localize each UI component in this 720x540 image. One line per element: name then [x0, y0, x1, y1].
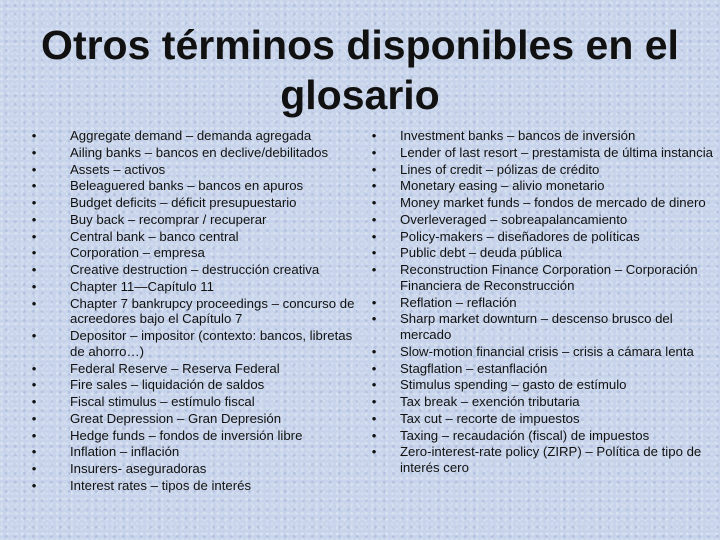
- glossary-item: [30, 296, 360, 327]
- bullet-icon: •: [371, 195, 377, 211]
- bullet-icon: •: [31, 161, 37, 177]
- glossary-item-text: Corporation – empresa: [70, 245, 205, 261]
- bullet-icon: •: [31, 377, 37, 393]
- glossary-item: [30, 461, 360, 477]
- glossary-item-text: Central bank – banco central: [70, 228, 239, 244]
- glossary-list-right: [370, 128, 715, 477]
- glossary-item: [30, 411, 360, 427]
- bullet-icon: •: [31, 360, 37, 376]
- glossary-item: [370, 344, 715, 360]
- bullet-icon: •: [371, 228, 377, 244]
- glossary-item-text: Beleaguered banks – bancos en apuros: [70, 178, 304, 194]
- glossary-item-text: Lines of credit – pólizas de crédito: [400, 161, 600, 177]
- bullet-icon: •: [31, 262, 37, 278]
- bullet-icon: •: [371, 343, 377, 359]
- glossary-item: [370, 361, 715, 377]
- glossary-item-text: Lender of last resort – prestamista de última instancia: [400, 144, 713, 160]
- glossary-item: [30, 162, 360, 178]
- glossary-item-text: Chapter 11—Capítulo 11: [70, 279, 214, 295]
- glossary-item-text: Hedge funds – fondos de inversión libre: [70, 427, 303, 443]
- bullet-icon: •: [31, 178, 37, 194]
- bullet-icon: •: [371, 161, 377, 177]
- bullet-icon: •: [31, 295, 37, 311]
- bullet-icon: •: [31, 461, 37, 477]
- glossary-item-text: Public debt – deuda pública: [400, 245, 563, 261]
- glossary-item-text: Reflation – reflación: [400, 294, 517, 310]
- glossary-item: [370, 178, 715, 194]
- bullet-icon: •: [371, 128, 377, 143]
- glossary-item-text: Creative destruction – destrucción creativa: [70, 262, 320, 278]
- glossary-item: [370, 195, 715, 211]
- bullet-icon: •: [31, 228, 37, 244]
- glossary-item: [370, 162, 715, 178]
- glossary-item: [30, 245, 360, 261]
- glossary-item-text: Budget deficits – déficit presupuestario: [70, 195, 297, 211]
- slide-title: Otros términos disponibles en el glosario: [41, 22, 679, 118]
- glossary-item-text: Aggregate demand – demanda agregada: [70, 128, 312, 143]
- glossary-item: [370, 411, 715, 427]
- glossary-item: [370, 444, 715, 475]
- bullet-icon: •: [31, 195, 37, 211]
- bullet-icon: •: [371, 427, 377, 443]
- glossary-list-left: [30, 128, 360, 495]
- glossary-item: [30, 279, 360, 295]
- glossary-item-text: Inflation – inflación: [70, 444, 180, 460]
- glossary-item: [370, 145, 715, 161]
- bullet-icon: •: [31, 144, 37, 160]
- glossary-item-text: Chapter 7 bankrupcy proceedings – concurso de acreedores bajo el Capítulo 7: [70, 295, 355, 327]
- bullet-icon: •: [371, 410, 377, 426]
- glossary-item: [30, 394, 360, 410]
- bullet-icon: •: [31, 245, 37, 261]
- glossary-item-text: Interest rates – tipos de interés: [70, 478, 252, 494]
- glossary-item: [370, 428, 715, 444]
- glossary-item-text: Depositor – impositor (contexto: bancos, libretas de ahorro…): [70, 328, 353, 359]
- glossary-item-text: Reconstruction Finance Corporation – Corporación Financiera de Reconstrucción: [400, 262, 698, 293]
- glossary-item: [30, 377, 360, 393]
- glossary-item-text: Stagflation – estanflación: [400, 360, 548, 376]
- bullet-icon: •: [371, 311, 377, 327]
- glossary-item-text: Fiscal stimulus – estímulo fiscal: [70, 394, 255, 410]
- bullet-icon: •: [31, 410, 37, 426]
- glossary-item-text: Tax cut – recorte de impuestos: [400, 410, 580, 426]
- bullet-icon: •: [371, 178, 377, 194]
- glossary-item-text: Investment banks – bancos de inversión: [400, 128, 636, 143]
- bullet-icon: •: [371, 394, 377, 410]
- bullet-icon: •: [371, 245, 377, 261]
- bullet-icon: •: [371, 360, 377, 376]
- glossary-item: [370, 245, 715, 261]
- glossary-item: [30, 428, 360, 444]
- glossary-item: [370, 394, 715, 410]
- glossary-item-text: Buy back – recomprar / recuperar: [70, 211, 267, 227]
- bullet-icon: •: [371, 444, 377, 460]
- glossary-item: [370, 229, 715, 245]
- glossary-item: [30, 195, 360, 211]
- bullet-icon: •: [31, 211, 37, 227]
- glossary-item-text: Overleveraged – sobreapalancamiento: [400, 211, 628, 227]
- glossary-item: [30, 262, 360, 278]
- glossary-item-text: Taxing – recaudación (fiscal) de impuestos: [400, 427, 650, 443]
- glossary-item: [370, 212, 715, 228]
- bullet-icon: •: [31, 427, 37, 443]
- glossary-item: [30, 128, 360, 144]
- bullet-icon: •: [31, 128, 37, 143]
- glossary-item-text: Zero-interest-rate policy (ZIRP) – Política de tipo de interés cero: [400, 444, 702, 476]
- glossary-item: [370, 377, 715, 393]
- bullet-icon: •: [371, 262, 377, 278]
- bullet-icon: •: [371, 377, 377, 393]
- bullet-icon: •: [31, 478, 37, 494]
- glossary-item-text: Insurers- aseguradoras: [70, 461, 207, 477]
- glossary-item-text: Federal Reserve – Reserva Federal: [70, 360, 280, 376]
- bullet-icon: •: [371, 144, 377, 160]
- bullet-icon: •: [31, 394, 37, 410]
- glossary-item: [30, 328, 360, 359]
- glossary-item: [30, 145, 360, 161]
- glossary-item-text: Sharp market downturn – descenso brusco del mercado: [400, 311, 673, 342]
- glossary-item: [370, 311, 715, 342]
- glossary-item-text: Great Depression – Gran Depresión: [70, 410, 282, 426]
- glossary-item: [370, 295, 715, 311]
- glossary-item-text: Policy-makers – diseñadores de políticas: [400, 228, 640, 244]
- bullet-icon: •: [31, 328, 37, 344]
- glossary-item-text: Slow-motion financial crisis – crisis a cámara lenta: [400, 343, 694, 359]
- glossary-item-text: Assets – activos: [70, 161, 166, 177]
- bullet-icon: •: [371, 294, 377, 310]
- bullet-icon: •: [31, 444, 37, 460]
- glossary-item-text: Tax break – exención tributaria: [400, 394, 580, 410]
- glossary-item-text: Stimulus spending – gasto de estímulo: [400, 377, 627, 393]
- bullet-icon: •: [31, 279, 37, 295]
- glossary-item-text: Fire sales – liquidación de saldos: [70, 377, 265, 393]
- glossary-item: [30, 361, 360, 377]
- bullet-icon: •: [371, 211, 377, 227]
- glossary-item: [370, 128, 715, 144]
- glossary-item: [30, 178, 360, 194]
- glossary-item: [30, 229, 360, 245]
- glossary-item-text: Ailing banks – bancos en declive/debilitados: [70, 144, 329, 160]
- glossary-item: [30, 478, 360, 494]
- glossary-item: [370, 262, 715, 293]
- glossary-item-text: Money market funds – fondos de mercado de dinero: [400, 195, 706, 211]
- glossary-item-text: Monetary easing – alivio monetario: [400, 178, 605, 194]
- glossary-item: [30, 212, 360, 228]
- glossary-item: [30, 444, 360, 460]
